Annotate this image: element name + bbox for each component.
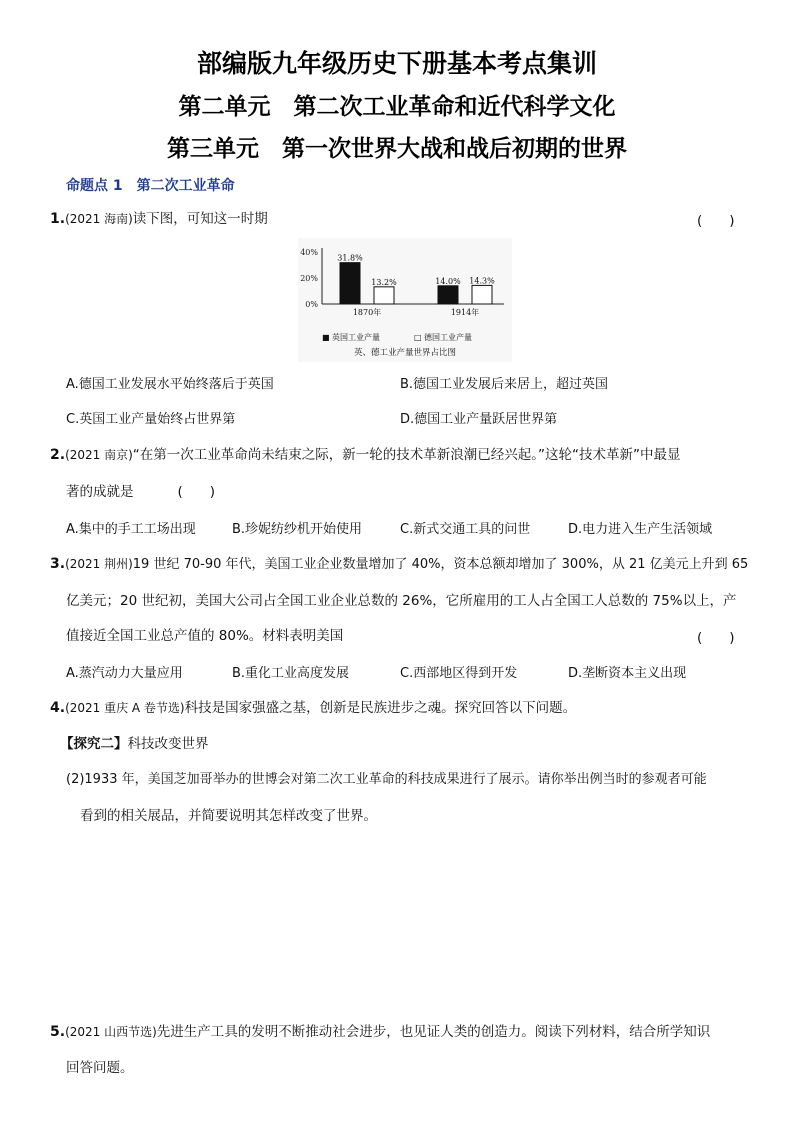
question-number: 5. [50,1024,66,1040]
bar-chart [298,238,512,362]
q3-option-c[interactable]: C.西部地区得到开发 [400,666,518,681]
question-number: 2. [50,447,66,463]
question-text: 19 世纪 70-90 年代，美国工业企业数量增加了 40%，资本总额却增加了 300%，从 21 亿美元上升到 65 [132,557,749,572]
question-text: 著的成就是 [66,484,134,500]
category-label: 1870年 [352,308,382,317]
y-tick-label: 20% [300,274,318,283]
y-tick-label: 0% [305,300,318,309]
question-3-stem [50,554,748,575]
q2-option-d[interactable]: D.电力进入生产生活领域 [568,522,713,537]
bar-britain [340,263,360,304]
question-source: (2021 南京) [65,448,133,462]
question-text: “在第一次工业革命尚未结束之际，新一轮的技术革新浪潮已经兴起。”这轮“技术革新”中最显 [132,447,681,463]
question-1-stem [50,209,268,229]
q1-option-b[interactable]: B.德国工业发展后来居上，超过英国 [400,377,609,392]
explore-heading [60,734,209,754]
legend-germany-marker: □ [414,333,422,342]
q3-option-a[interactable]: A.蒸汽动力大量应用 [66,666,183,681]
question-number: 3. [50,556,66,572]
section-heading: 命题点 1 第二次工业革命 [66,178,235,194]
category-label: 1914年 [450,308,480,317]
question-3-stem-cont: 亿美元；20 世纪初，美国大公司占全国工业企业总数的 26%，它所雇用的工人占全国工人总数的 75%以上，产 [66,593,737,609]
sub-question-2: (2)1933 年，美国芝加哥举办的世博会对第二次工业革命的科技成果进行了展示。请你举出例当时的参观者可能 [66,772,707,787]
question-number: 1. [50,211,66,227]
question-5-stem [50,1022,710,1042]
question-source: (2021 山西节选) [65,1025,157,1039]
y-tick-label: 40% [300,248,318,257]
sub-question-2-cont: 看到的相关展品，并简要说明其怎样改变了世界。 [80,808,377,824]
bar-germany [374,287,394,304]
question-number: 4. [50,700,66,716]
chart-title: 英、德工业产量世界占比图 [353,348,457,358]
data-label: 14.3% [469,276,495,286]
question-2-stem [50,445,681,465]
q1-option-a[interactable]: A.德国工业发展水平始终落后于英国 [66,377,274,392]
question-text: 先进生产工具的发明不断推动社会进步，也见证人类的创造力。阅读下列材料，结合所学知识 [156,1024,711,1040]
q1-option-c[interactable]: C.英国工业产量始终占世界第 [66,412,236,427]
question-3-stem-end: 值接近全国工业总产值的 80%。材料表明美国 [66,628,344,644]
q2-option-a[interactable]: A.集中的手工工场出现 [66,522,196,537]
question-text: 读下图，可知这一时期 [132,211,268,227]
question-4-stem [50,698,576,718]
legend-britain: 英国工业产量 [332,333,380,342]
question-source: (2021 海南) [65,212,133,226]
q1-option-d[interactable]: D.德国工业产量跃居世界第 [400,412,558,427]
unit-two-title: 第二单元 第二次工业革命和近代科学文化 [178,94,616,120]
data-label: 31.8% [337,253,363,263]
legend-britain-marker: ■ [322,333,330,342]
answer-paren: ( ) [177,484,216,500]
question-2-stem-cont [66,482,215,502]
question-source: (2021 重庆 A 卷节选) [65,701,185,715]
q3-option-d[interactable]: D.垄断资本主义出现 [568,666,687,681]
question-source: (2021 荆州) [65,557,133,571]
data-label: 14.0% [435,276,461,286]
explore-tag: 【探究二】 [60,736,128,752]
answer-paren: ( ) [697,213,735,229]
answer-paren: ( ) [697,630,735,646]
unit-three-title: 第三单元 第一次世界大战和战后初期的世界 [167,136,627,162]
question-5-stem-cont: 回答问题。 [66,1060,134,1076]
q2-option-b[interactable]: B.珍妮纺纱机开始使用 [232,522,363,537]
explore-title: 科技改变世界 [127,736,209,752]
bar-britain [438,286,458,304]
data-label: 13.2% [371,277,397,287]
bar-germany [472,285,492,304]
document-title: 部编版九年级历史下册基本考点集训 [196,49,597,78]
question-text: 科技是国家强盛之基，创新是民族进步之魂。探究回答以下问题。 [184,700,577,716]
q3-option-b[interactable]: B.重化工业高度发展 [232,666,350,681]
industry-share-chart [298,238,512,362]
q2-option-c[interactable]: C.新式交通工具的问世 [400,522,531,537]
legend-germany: 德国工业产量 [424,333,472,342]
